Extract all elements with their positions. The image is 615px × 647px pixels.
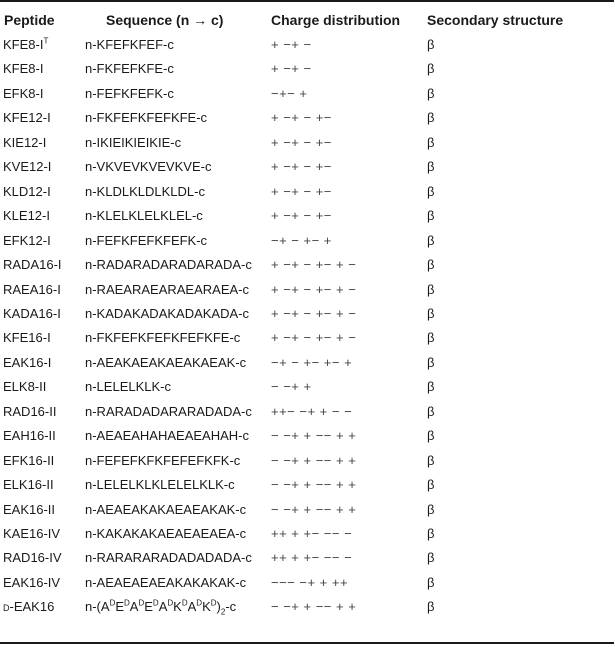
peptide-label: EAH16-II — [3, 428, 56, 444]
charge-distribution: − −+ + −− + + — [271, 477, 357, 493]
secondary-structure: β — [427, 379, 435, 395]
table-header-row — [0, 8, 614, 32]
peptide-label: RAD16-IV — [3, 550, 62, 566]
peptide-label: EFK16-II — [3, 452, 55, 468]
secondary-structure: β — [427, 501, 435, 517]
peptide-label: EFK12-I — [3, 232, 51, 248]
peptide-sequence: n-KLDLKLDLKLDL-c — [85, 183, 205, 199]
table-row — [0, 546, 614, 570]
charge-distribution: + −+ − +− — [271, 134, 332, 150]
table-row — [0, 595, 614, 619]
charge-distribution: − −+ + −− + + — [271, 452, 357, 468]
peptide-label: KVE12-I — [3, 159, 52, 175]
peptide-name — [3, 204, 50, 228]
peptide-sequence: n-FKFEFKFEFKFEFKFE-c — [85, 330, 241, 346]
table-row — [0, 204, 614, 228]
peptide-name — [3, 351, 51, 375]
table-row — [0, 351, 614, 375]
peptide-sequence: n-RARADADARARADADA-c — [85, 403, 252, 419]
charge-distribution: − −+ + −− + + — [271, 599, 357, 615]
table-row — [0, 278, 614, 302]
peptide-sequence: n-VKVEVKVEVKVE-c — [85, 159, 212, 175]
peptide-name — [3, 375, 46, 399]
secondary-structure: β — [427, 37, 435, 52]
peptide-sequence: n-LELELKLKLELELKLK-c — [85, 477, 235, 493]
peptide-label: KFE8-I — [3, 61, 44, 77]
table-row — [0, 498, 614, 522]
peptide-sequence: n-AEAEAKAKAEAEAKAK-c — [85, 501, 247, 517]
charge-distribution: + −+ − — [271, 37, 312, 52]
peptide-sequence: n-RARARARADADADADA-c — [85, 550, 252, 566]
peptide-label: RADA16-I — [3, 257, 62, 273]
peptide-label: KFE16-I — [3, 330, 51, 346]
peptide-label: EAK16-IV — [3, 574, 61, 590]
peptide-sequence: n-RAEARAEARAEARAEA-c — [85, 281, 249, 297]
charge-distribution: + −+ − +− — [271, 110, 332, 126]
peptide-label: EAK16-I — [3, 354, 52, 370]
peptide-sequence: n-KADAKADAKADAKADA-c — [85, 305, 249, 321]
table-row — [0, 33, 614, 57]
secondary-structure: β — [427, 477, 435, 493]
table-row — [0, 155, 614, 179]
peptide-prefix: D — [3, 603, 10, 614]
peptide-label: KLE12-I — [3, 208, 50, 224]
table-row — [0, 400, 614, 424]
secondary-structure: β — [427, 159, 435, 175]
charge-distribution: + −+ − +− — [271, 208, 332, 224]
secondary-structure: β — [427, 183, 435, 199]
charge-distribution: ++− −+ + − − — [271, 403, 353, 419]
secondary-structure: β — [427, 574, 435, 590]
peptide-sequence: n-FKFEFKFE-c — [85, 61, 174, 77]
table-row — [0, 253, 614, 277]
peptide-label: ELK16-II — [3, 477, 54, 493]
peptide-name — [3, 33, 48, 57]
secondary-structure: β — [427, 85, 435, 101]
peptide-label: KIE12-I — [3, 134, 47, 150]
table-row — [0, 180, 614, 204]
charge-distribution: − −+ + −− + + — [271, 428, 357, 444]
secondary-structure: β — [427, 403, 435, 419]
header-charge-distribution: Charge distribution — [271, 12, 401, 28]
peptide-sequence: n-IKIEIKIEIKIE-c — [85, 134, 182, 150]
charge-distribution: + −+ − +− + − — [271, 330, 357, 346]
peptide-name — [3, 595, 54, 620]
peptide-label: KLD12-I — [3, 183, 51, 199]
peptide-sequence: n-FEFKFEFKFEFK-c — [85, 232, 208, 248]
table-row — [0, 424, 614, 448]
peptide-name — [3, 106, 51, 130]
secondary-structure: β — [427, 599, 435, 615]
peptide-label: KFE8-I — [3, 37, 44, 52]
peptide-sequence: n-FEFEFKFKFEFEFKFK-c — [85, 452, 241, 468]
charge-distribution: ++ + +− −− − — [271, 550, 353, 566]
table-row — [0, 229, 614, 253]
table-row — [0, 82, 614, 106]
peptide-sequence: n-FEFKFEFK-c — [85, 85, 174, 101]
secondary-structure: β — [427, 208, 435, 224]
secondary-structure: β — [427, 305, 435, 321]
peptide-name — [3, 449, 54, 473]
table-row — [0, 522, 614, 546]
secondary-structure: β — [427, 428, 435, 444]
secondary-structure: β — [427, 134, 435, 150]
peptide-name — [3, 498, 55, 522]
peptide-name — [3, 155, 51, 179]
peptide-name — [3, 546, 62, 570]
peptide-name — [3, 57, 43, 81]
peptide-name — [3, 82, 43, 106]
header-secondary-structure: Secondary structure — [427, 12, 564, 28]
charge-distribution: −+ − +− + — [271, 232, 332, 248]
table-row — [0, 473, 614, 497]
peptide-name — [3, 180, 51, 204]
peptide-name — [3, 229, 51, 253]
charge-distribution: + −+ − — [271, 61, 312, 77]
charge-distribution: −+ − +− +− + — [271, 354, 353, 370]
peptide-sequence: $n-(A^DE^DA^DE^DA^DK^DA^DK^D)_2-c$ — [85, 599, 237, 617]
charge-distribution: + −+ − +− + − — [271, 281, 357, 297]
peptide-name — [3, 473, 54, 497]
charge-distribution: −+− + — [271, 85, 308, 101]
peptide-sequence: n-LELELKLK-c — [85, 379, 171, 395]
peptide-name — [3, 522, 60, 546]
table-row — [0, 131, 614, 155]
charge-distribution: −−− −+ + ++ — [271, 574, 349, 590]
peptide-name — [3, 326, 51, 350]
charge-distribution: + −+ − +− — [271, 183, 332, 199]
peptide-label: RAEA16-I — [3, 281, 61, 297]
peptide-name — [3, 278, 61, 302]
header-sequence: Sequence (n → c) — [106, 12, 224, 28]
peptide-sequence: n-KFEFKFEF-c — [85, 37, 174, 52]
peptide-sequence: n-RADARADARADARADA-c — [85, 257, 252, 273]
table-row — [0, 106, 614, 130]
peptide-sequence: n-KLELKLELKLEL-c — [85, 208, 203, 224]
peptide-label: EFK8-I — [3, 85, 44, 101]
secondary-structure: β — [427, 61, 435, 77]
peptide-name — [3, 253, 62, 277]
peptide-label: -EAK16 — [9, 599, 55, 615]
secondary-structure: β — [427, 232, 435, 248]
peptide-superscript: T — [43, 36, 49, 46]
table-row — [0, 302, 614, 326]
table-top-rule — [0, 0, 614, 2]
charge-distribution: + −+ − +− + − — [271, 305, 357, 321]
secondary-structure: β — [427, 452, 435, 468]
header-peptide: Peptide — [4, 12, 55, 28]
table-row — [0, 571, 614, 595]
charge-distribution: + −+ − +− + − — [271, 257, 357, 273]
secondary-structure: β — [427, 550, 435, 566]
secondary-structure: β — [427, 330, 435, 346]
secondary-structure: β — [427, 281, 435, 297]
table-row — [0, 449, 614, 473]
charge-distribution: − −+ + −− + + — [271, 501, 357, 517]
table-row — [0, 57, 614, 81]
charge-distribution: − −+ + — [271, 379, 312, 395]
peptide-label: KAE16-IV — [3, 526, 61, 541]
secondary-structure: β — [427, 526, 435, 541]
peptide-sequence: n-FKFEFKFEFKFE-c — [85, 110, 208, 126]
peptide-sequence: n-AEAEAHAHAEAEAHAH-c — [85, 428, 249, 444]
peptide-label: RAD16-II — [3, 403, 57, 419]
table-bottom-rule — [0, 642, 614, 644]
charge-distribution: + −+ − +− — [271, 159, 332, 175]
secondary-structure: β — [427, 110, 435, 126]
peptide-sequence: n-KAKAKAKAEAEAEAEA-c — [85, 526, 247, 541]
peptide-sequence: n-AEAEAEAEAKAKAKAK-c — [85, 574, 247, 590]
peptide-label: EAK16-II — [3, 501, 56, 517]
peptide-name — [3, 131, 46, 155]
table-row — [0, 375, 614, 399]
peptide-label: KADA16-I — [3, 305, 61, 321]
secondary-structure: β — [427, 257, 435, 273]
peptide-sequence: n-AEAKAEAKAEAKAEAK-c — [85, 354, 247, 370]
charge-distribution: ++ + +− −− − — [271, 526, 353, 541]
secondary-structure: β — [427, 354, 435, 370]
peptide-label: ELK8-II — [3, 379, 47, 395]
table-row — [0, 326, 614, 350]
peptide-name — [3, 424, 56, 448]
peptide-name — [3, 400, 56, 424]
peptide-name — [3, 571, 60, 595]
peptide-name — [3, 302, 61, 326]
peptide-label: KFE12-I — [3, 110, 51, 126]
